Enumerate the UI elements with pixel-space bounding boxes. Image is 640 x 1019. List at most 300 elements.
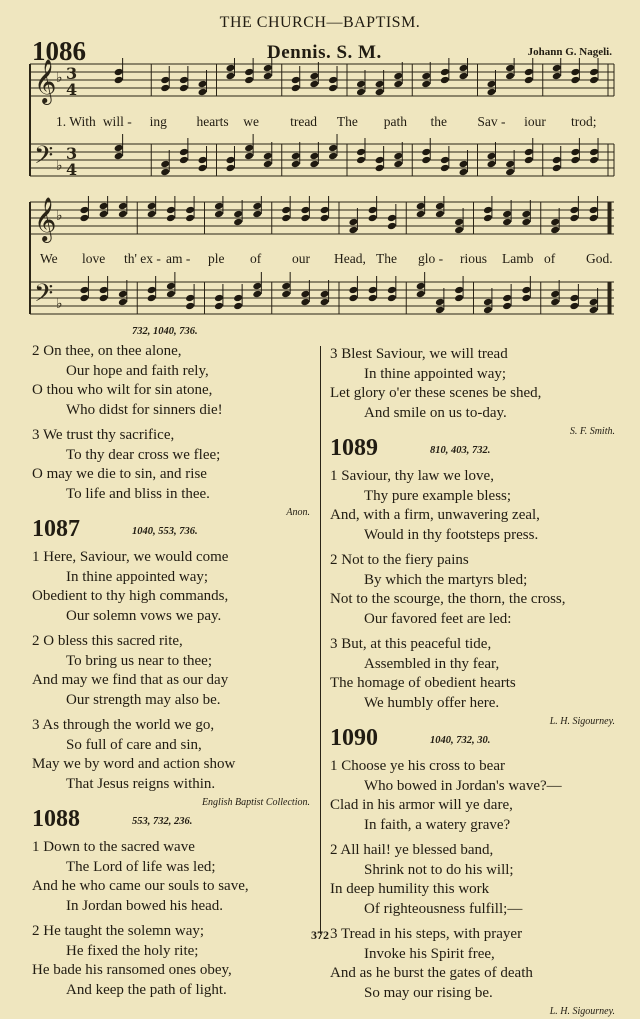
lyric-syllable: Sav - [477,114,506,129]
note-head [459,64,469,73]
verse-line: Our favored feet are led: [364,610,512,627]
note-head [244,144,254,153]
flat-icon: ♭ [56,208,63,224]
note-head [487,152,497,161]
note-head [114,68,124,77]
note-head [79,294,89,303]
column-divider [320,346,321,934]
note-head [589,156,599,165]
note-head [328,76,338,85]
lyric-syllable: Lamb [502,251,534,266]
verse-line: O thou who wilt for sin atone, [32,382,213,398]
note-head [393,80,403,89]
note-head [521,294,531,303]
note-head [487,160,497,169]
hymn-1088-stanza-3 [330,345,615,423]
note-head [281,206,291,215]
note-head [440,164,450,173]
bass-clef-icon: 𝄢 [34,279,54,314]
note-head [375,80,385,89]
note-head [487,88,497,97]
verse-line: 3 As through the world we go, [32,717,215,733]
note-head [421,80,431,89]
note-head [281,282,291,291]
stanza [330,841,615,919]
note-head [521,210,531,219]
verse-line: Our solemn vows we pay. [66,607,222,624]
note-head [263,152,273,161]
verse-line: In thine appointed way; [66,568,209,585]
note-head [435,210,445,219]
lyric-syllable: our [292,251,310,266]
time-signature: 3 [66,144,78,163]
note-head [569,302,579,311]
attribution: Anon. [286,507,310,518]
lyric-syllable: love [82,251,106,266]
note-head [521,218,531,227]
note-head [147,210,157,219]
verse-line: Not to the scourge, the thorn, the cross, [330,591,566,607]
note-head [114,76,124,85]
stanza [32,548,310,626]
verse-line: He fixed the holy rite; [66,942,199,959]
treble-clef-icon: 𝄞 [34,197,57,241]
note-head [416,282,426,291]
note-head [320,298,330,307]
verse-line: 3 Tread in his steps, with prayer [330,926,523,942]
lyric-syllable: Head, [334,251,366,266]
note-head [226,72,236,81]
verse-line: And, with a firm, unwavering zeal, [330,507,540,523]
note-head [440,68,450,77]
note-head [421,148,431,157]
verse-line: Our strength may also be. [66,691,221,708]
note-head [233,294,243,303]
note-head [589,76,599,85]
note-head [147,202,157,211]
lyric-syllable: ple [208,251,225,266]
hymn-1089-header [330,435,615,467]
note-head [214,210,224,219]
verse-line: 3 We trust thy sacrifice, [32,427,175,443]
note-head [348,218,358,227]
tune-refs: 810, 403, 732. [430,445,491,456]
note-head [99,286,109,295]
verse-line: Invoke his Spirit free, [364,945,495,962]
lyric-syllable: we [243,114,260,129]
verse-line: That Jesus reigns within. [66,775,216,792]
note-head [179,76,189,85]
note-head [198,156,208,165]
note-head [99,202,109,211]
note-head [393,72,403,81]
note-head [524,156,534,165]
lyric-syllable: trod; [571,114,597,129]
verse-line: 2 All hail! ye blessed band, [330,842,494,858]
stanza [32,632,310,710]
verse-line: Clad in his armor will ye dare, [330,797,513,813]
note-head [348,226,358,235]
verse-line: 2 Not to the fiery pains [330,552,469,568]
time-signature: 4 [66,160,78,179]
attribution: S. F. Smith. [569,426,615,437]
note-head [459,160,469,169]
note-head [589,298,599,307]
note-head [244,152,254,161]
note-head [291,76,301,85]
note-head [226,156,236,165]
composer: Johann G. Nageli. [527,46,612,58]
note-head [179,156,189,165]
note-head [99,210,109,219]
note-head [459,72,469,81]
note-head [356,148,366,157]
lyric-syllable: rious [460,251,487,266]
hymn-1090-header [330,725,615,757]
note-head [589,68,599,77]
right-column [330,345,615,1019]
note-head [185,214,195,223]
verse-line: By which the martyrs bled; [364,571,528,588]
note-head [393,152,403,161]
note-head [421,156,431,165]
note-head [198,164,208,173]
time-signature: 3 [66,64,78,83]
note-head [569,294,579,303]
note-head [524,148,534,157]
page-number: 372 [311,928,329,942]
note-head [454,226,464,235]
note-head [291,84,301,93]
verse-line: Obedient to thy high commands, [32,588,229,604]
note-head [118,290,128,299]
note-head [328,152,338,161]
tune-refs: 1040, 553, 736. [132,526,198,537]
note-head [166,214,176,223]
note-head [291,160,301,169]
note-head [118,298,128,307]
note-head [252,290,262,299]
note-head [387,286,397,295]
verse-line: In thine appointed way; [364,365,507,382]
hymn-1087-stanzas [32,548,310,794]
music-system-1 [26,58,618,188]
note-head [569,206,579,215]
verse-line: Thy pure example bless; [364,487,512,504]
note-head [454,286,464,295]
note-head [483,298,493,307]
flat-icon: ♭ [56,158,63,174]
note-head [328,84,338,93]
note-head [147,286,157,295]
note-head [160,76,170,85]
note-head [79,206,89,215]
note-head [291,152,301,161]
note-head [387,222,397,231]
hymn-1089-stanzas [330,467,615,713]
note-head [454,294,464,303]
verse-line: The homage of obedient hearts [330,675,516,691]
verse-line: So full of care and sin, [66,736,202,753]
note-head [416,210,426,219]
note-head [356,156,366,165]
note-head [550,226,560,235]
note-head [435,306,445,315]
lyric-syllable: of [544,251,556,266]
note-head [570,148,580,157]
note-head [263,160,273,169]
note-head [440,156,450,165]
note-head [552,164,562,173]
note-head [483,306,493,315]
note-head [552,156,562,165]
lyric-syllable: The [336,114,358,129]
verse-line: May we by word and action show [32,756,236,772]
note-head [309,72,319,81]
hymn-1088-header [32,806,310,838]
note-head [435,298,445,307]
stanza [330,467,615,545]
note-head [309,80,319,89]
stanza [32,426,310,504]
note-head [281,214,291,223]
note-head [505,160,515,169]
lyric-syllable: am - [166,251,191,266]
note-head [226,64,236,73]
note-head [550,290,560,299]
verse-line: We humbly offer here. [364,694,500,711]
hymn-number: 1088 [32,806,80,832]
note-head [348,294,358,303]
note-head [320,290,330,299]
note-head [300,206,310,215]
tune-name: Dennis. S. M. [267,42,382,63]
verse-line: Who bowed in Jordan's wave?— [364,777,562,794]
note-head [393,160,403,169]
note-head [244,68,254,77]
note-head [309,152,319,161]
note-head [114,144,124,153]
note-head [214,294,224,303]
hymn-number: 1086 [32,36,86,66]
verse-line: Shrink not to do his will; [364,861,514,878]
note-head [320,214,330,223]
note-head [552,64,562,73]
note-head [198,80,208,89]
verse-line: So may our rising be. [364,984,493,1001]
lyric-syllable: hearts [196,114,229,129]
note-head [552,72,562,81]
note-head [328,144,338,153]
verse-line: 1 Choose ye his cross to bear [330,758,505,774]
stanza [32,716,310,794]
verse-line: And he who came our souls to save, [32,878,249,894]
hymn-number: 1090 [330,725,378,751]
verse-line: 2 O bless this sacred rite, [32,633,183,649]
note-head [375,164,385,173]
music-system-2 [26,196,618,326]
note-head [375,88,385,97]
note-head [179,148,189,157]
attribution: English Baptist Collection. [201,797,310,808]
note-head [550,218,560,227]
hymn-1088-stanzas [32,838,310,1000]
note-head [459,168,469,177]
hymn-1090-stanzas [330,757,615,1003]
verse-line: In Jordan bowed his head. [66,897,224,914]
note-head [589,214,599,223]
note-head [300,290,310,299]
note-head [502,294,512,303]
verse-line: O may we die to sin, and rise [32,466,207,482]
note-head [368,206,378,215]
note-head [252,202,262,211]
note-head [309,160,319,169]
note-head [263,64,273,73]
note-head [160,160,170,169]
lyric-syllable: tread [290,114,318,129]
lyric-syllable: th' ex - [124,251,161,266]
note-head [589,206,599,215]
time-signature: 4 [66,80,78,99]
note-head [356,80,366,89]
note-head [147,294,157,303]
note-head [214,202,224,211]
tune-refs: 553, 732, 236. [132,816,193,827]
note-head [570,76,580,85]
verse-line: In deep humility this work [330,881,490,897]
note-head [356,88,366,97]
note-head [179,84,189,93]
verse-line: To life and bliss in thee. [66,485,210,502]
note-head [79,214,89,223]
note-head [226,164,236,173]
verse-line: 1 Down to the sacred wave [32,839,195,855]
hymn-number: 1089 [330,435,378,461]
verse-line: 1 Here, Saviour, we would come [32,549,229,565]
note-head [185,294,195,303]
note-head [320,206,330,215]
verse-line: In faith, a watery grave? [364,816,511,833]
note-head [487,80,497,89]
verse-line: 1 Saviour, thy law we love, [330,468,494,484]
flat-icon: ♭ [56,296,63,312]
verse-line: 2 On thee, on thee alone, [32,343,182,359]
note-head [502,302,512,311]
verse-line: Let glory o'er these scenes be shed, [330,385,542,401]
note-head [521,286,531,295]
verse-line: And keep the path of light. [66,981,227,998]
attribution: L. H. Sigourney. [549,716,615,727]
stanza [330,757,615,835]
verse-line: He bade his ransomed ones obey, [32,962,232,978]
note-head [185,206,195,215]
lyric-syllable: God. [586,251,613,266]
verse-line: To bring us near to thee; [66,652,212,669]
lyric-syllable: will - [102,114,132,129]
verse-line: Would in thy footsteps press. [364,526,539,543]
note-head [368,294,378,303]
attribution: L. H. Sigourney. [549,1006,615,1017]
note-head [114,152,124,161]
note-head [502,210,512,219]
verse-line: 2 He taught the solemn way; [32,923,205,939]
note-head [166,290,176,299]
hymn-1087-header [32,516,310,548]
note-head [524,68,534,77]
left-column [32,326,310,1006]
note-head [99,294,109,303]
verse-line: And smile on us to-day. [364,404,507,421]
note-head [387,214,397,223]
note-head [502,218,512,227]
lyric-syllable: of [250,251,262,266]
note-head [440,76,450,85]
lyric-syllable: iour [524,114,546,129]
verse-line: 3 Blest Saviour, we will tread [330,346,508,362]
note-head [160,84,170,93]
note-head [570,68,580,77]
note-head [160,168,170,177]
note-head [416,290,426,299]
lyric-syllable: glo - [418,251,444,266]
note-head [252,210,262,219]
note-head [368,214,378,223]
note-head [375,156,385,165]
note-head [233,210,243,219]
verse-line: Our hope and faith rely, [66,362,209,379]
lyric-syllable: The [376,251,397,266]
note-head [387,294,397,303]
note-head [505,168,515,177]
note-head [454,218,464,227]
tune-refs: 732, 1040, 736. [132,326,198,337]
note-head [505,64,515,73]
note-head [214,302,224,311]
verse-line: The Lord of life was led; [66,858,216,875]
note-head [421,72,431,81]
hymn-1086-stanzas [32,342,310,504]
note-head [368,286,378,295]
flat-icon: ♭ [56,70,63,86]
note-head [118,202,128,211]
lyric-syllable: ing [149,114,167,129]
note-head [166,282,176,291]
note-head [589,148,599,157]
verse-line: Who didst for sinners die! [66,401,223,418]
note-head [348,286,358,295]
verse-line: Of righteousness fulfill;— [364,900,523,917]
note-head [570,156,580,165]
verse-line: And as he burst the gates of death [330,965,533,981]
treble-clef-icon: 𝄞 [34,59,57,103]
note-head [118,210,128,219]
note-head [281,290,291,299]
note-head [79,286,89,295]
note-head [233,218,243,227]
stanza [330,635,615,713]
note-head [569,214,579,223]
note-head [252,282,262,291]
note-head [300,214,310,223]
stanza [330,551,615,629]
verse-line: Assembled in thy fear, [364,655,500,672]
lyric-syllable: 1. With [56,114,96,129]
note-head [505,72,515,81]
note-head [416,202,426,211]
bass-clef-icon: 𝄢 [34,141,54,176]
note-head [166,206,176,215]
